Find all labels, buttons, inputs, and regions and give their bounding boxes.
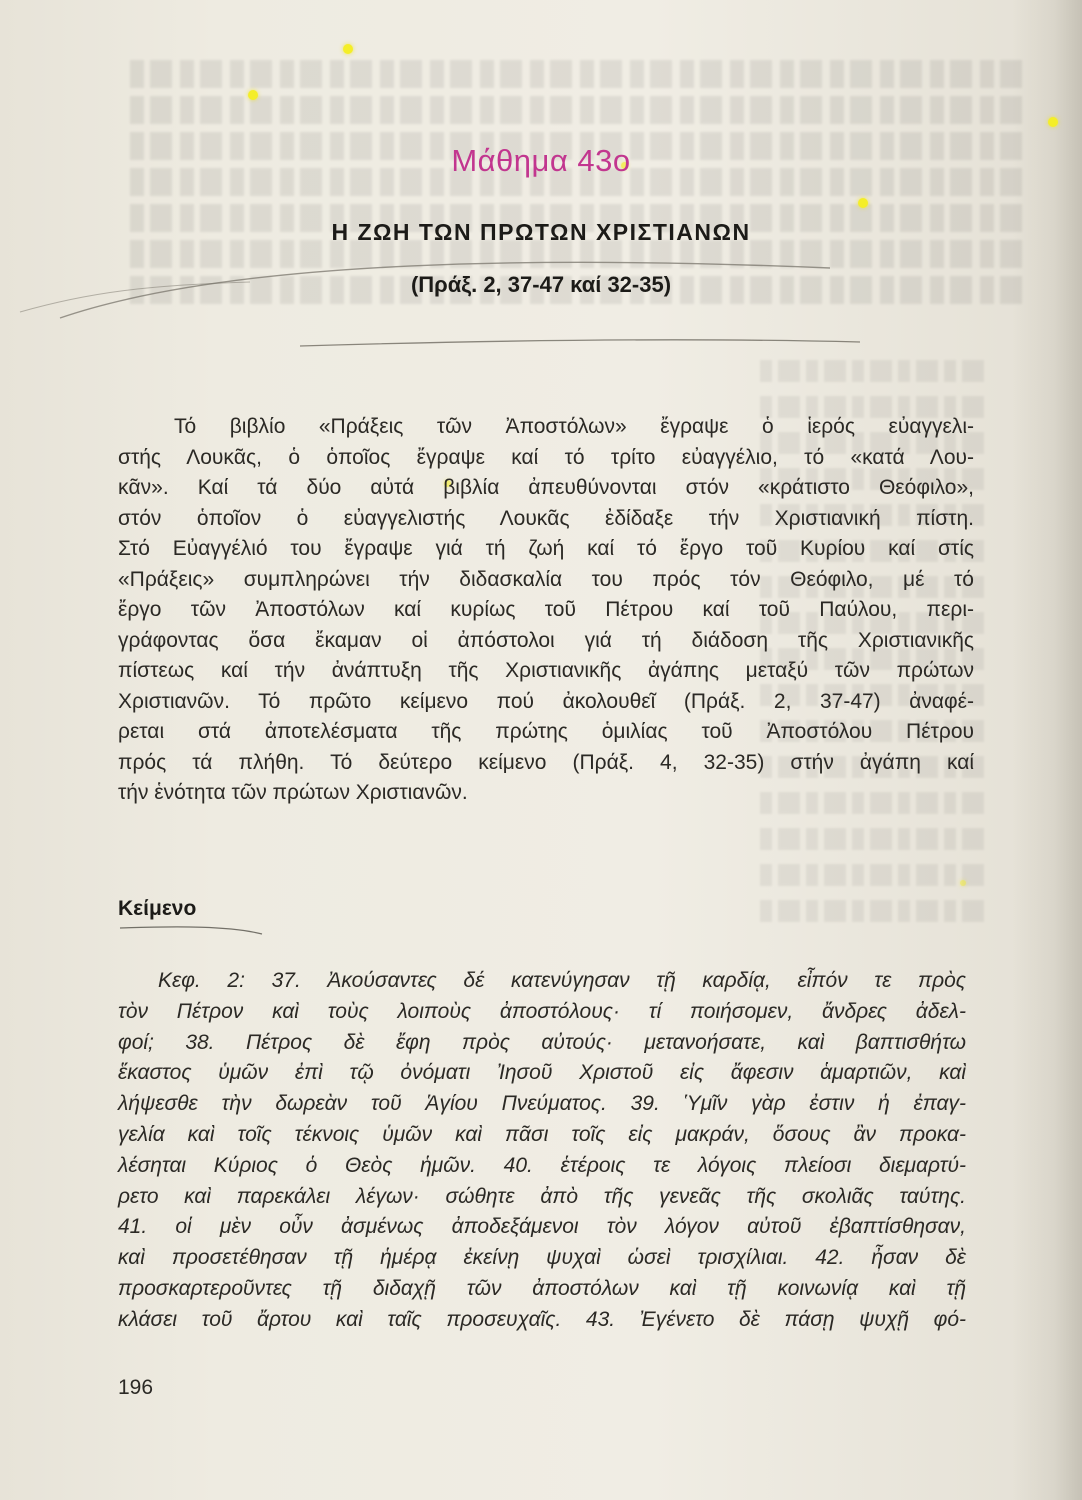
page-title: Η ΖΩΗ ΤΩΝ ΠΡΩΤΩΝ ΧΡΙΣΤΙΑΝΩΝ xyxy=(331,219,751,245)
scripture-line: ἕκαστος ὑμῶν ἐπὶ τῷ ὀνόματι Ἰησοῦ Χριστοῦ εἰς ἄφεσιν ἁμαρτιῶν, καὶ xyxy=(118,1061,966,1085)
section-heading: Κείμενο xyxy=(118,897,197,920)
intro-line: τήν ἑνότητα τῶν πρώτων Χριστιανῶν. xyxy=(118,781,468,804)
scripture-line: ρετο καὶ παρεκάλει λέγων· σώθητε ἀπὸ τῆς γενεᾶς τῆς σκολιᾶς ταύτης. xyxy=(118,1184,966,1208)
intro-line: ἔργο τῶν Ἀποστόλων καί κυρίως τοῦ Πέτρου καί τοῦ Παύλου, περι- xyxy=(118,598,974,621)
scripture-line: λήψεσθε τὴν δωρεὰν τοῦ Ἁγίου Πνεύματος. 39. Ὑμῖν γὰρ ἐστιν ἡ ἐπαγ- xyxy=(118,1092,966,1116)
scripture-line: λέσηται Κύριος ὁ Θεὸς ἡμῶν. 40. ἑτέροις τε λόγοις πλείοσι διεμαρτύ- xyxy=(118,1153,966,1177)
scripture-text xyxy=(118,966,966,1336)
intro-line: κᾶν». Καί τά δύο αὐτά βιβλία ἀπευθύνονται στόν «κράτιστο Θεόφιλο», xyxy=(118,476,974,499)
intro-line: πρός τά πλήθη. Τό δεύτερο κείμενο (Πράξ. 4, 32-35) στήν ἀγάπη καί xyxy=(118,750,974,774)
lesson-title: Μάθημα 43ο xyxy=(451,143,631,178)
intro-line: Χριστιανῶν. Τό πρῶτο κείμενο πού ἀκολουθεῖ (Πράξ. 2, 37-47) ἀναφέ- xyxy=(118,689,974,713)
subtitle-underline-stroke xyxy=(300,340,860,346)
page-number: 196 xyxy=(118,1376,154,1399)
scripture-line: 41. οἱ μὲν οὖν ἀσμένως ἀποδεξάμενοι τὸν λόγον αὐτοῦ ἐβαπτίσθησαν, xyxy=(118,1215,966,1239)
intro-line: γράφοντας ὅσα ἔκαμαν οἱ ἀπόστολοι γιά τή διάδοση τῆς Χριστιανικῆς xyxy=(118,628,974,652)
scripture-line: κλάσει τοῦ ἄρτου καὶ ταῖς προσευχαῖς. 43. Ἐγένετο δὲ πάσῃ ψυχῇ φό- xyxy=(118,1307,966,1331)
title-underline-stroke xyxy=(60,262,830,318)
scripture-line: τὸν Πέτρον καὶ τοὺς λοιποὺς ἀποστόλους· τί ποιήσομεν, ἄνδρες ἀδελ- xyxy=(118,999,966,1023)
scripture-line: προσκαρτεροῦντες τῇ διδαχῇ τῶν ἀποστόλων καὶ τῇ κοινωνίᾳ καὶ τῇ xyxy=(118,1276,966,1300)
intro-line: «Πράξεις» συμπληρώνει τήν διδασκαλία του πρός τόν Θεόφιλο, μέ τό xyxy=(118,567,974,591)
scripture-line: γελία καὶ τοῖς τέκνοις ὑμῶν καὶ πᾶσι τοῖς εἰς μακράν, ὅσους ἂν προκα- xyxy=(118,1122,966,1146)
intro-line: Στό Εὐαγγέλιό του ἔγραψε γιά τή ζωή καί τό ἔργο τοῦ Κυρίου καί στίς xyxy=(118,537,974,560)
scripture-reference: (Πράξ. 2, 37-47 καί 32-35) xyxy=(410,272,672,297)
intro-line: Τό βιβλίο «Πράξεις τῶν Ἀποστόλων» ἔγραψε ὁ ἱερός εὐαγγελι- xyxy=(174,415,974,438)
intro-line: στόν ὁποῖον ὁ εὐαγγελιστής Λουκᾶς ἐδίδαξε τήν Χριστιανική πίστη. xyxy=(118,506,974,530)
intro-line: ρεται στά ἀποτελέσματα τῆς πρώτης ὁμιλίας τοῦ Ἀποστόλου Πέτρου xyxy=(118,720,974,743)
intro-line: στής Λουκᾶς, ὁ ὁποῖος ἔγραψε καί τό τρίτο εὐαγγέλιο, τό «κατά Λου- xyxy=(118,445,974,469)
scripture-line: Κεφ. 2: 37. Ἀκούσαντες δέ κατενύγησαν τῇ καρδίᾳ, εἶπόν τε πρὸς xyxy=(158,969,966,992)
intro-line: πίστεως καί τήν ἀνάπτυξη τῆς Χριστιανικῆς ἀγάπης μεταξύ τῶν πρώτων xyxy=(118,659,974,682)
scripture-line: φοί; 38. Πέτρος δὲ ἔφη πρὸς αὐτούς· μετανοήσατε, καὶ βαπτισθήτω xyxy=(118,1030,966,1054)
heading-underline-stroke xyxy=(120,927,262,934)
scripture-line: καὶ προσετέθησαν τῇ ἡμέρᾳ ἐκείνῃ ψυχαὶ ὡσεὶ τρισχίλιαι. 42. ἦσαν δὲ xyxy=(118,1246,966,1270)
intro-paragraph xyxy=(118,412,974,809)
